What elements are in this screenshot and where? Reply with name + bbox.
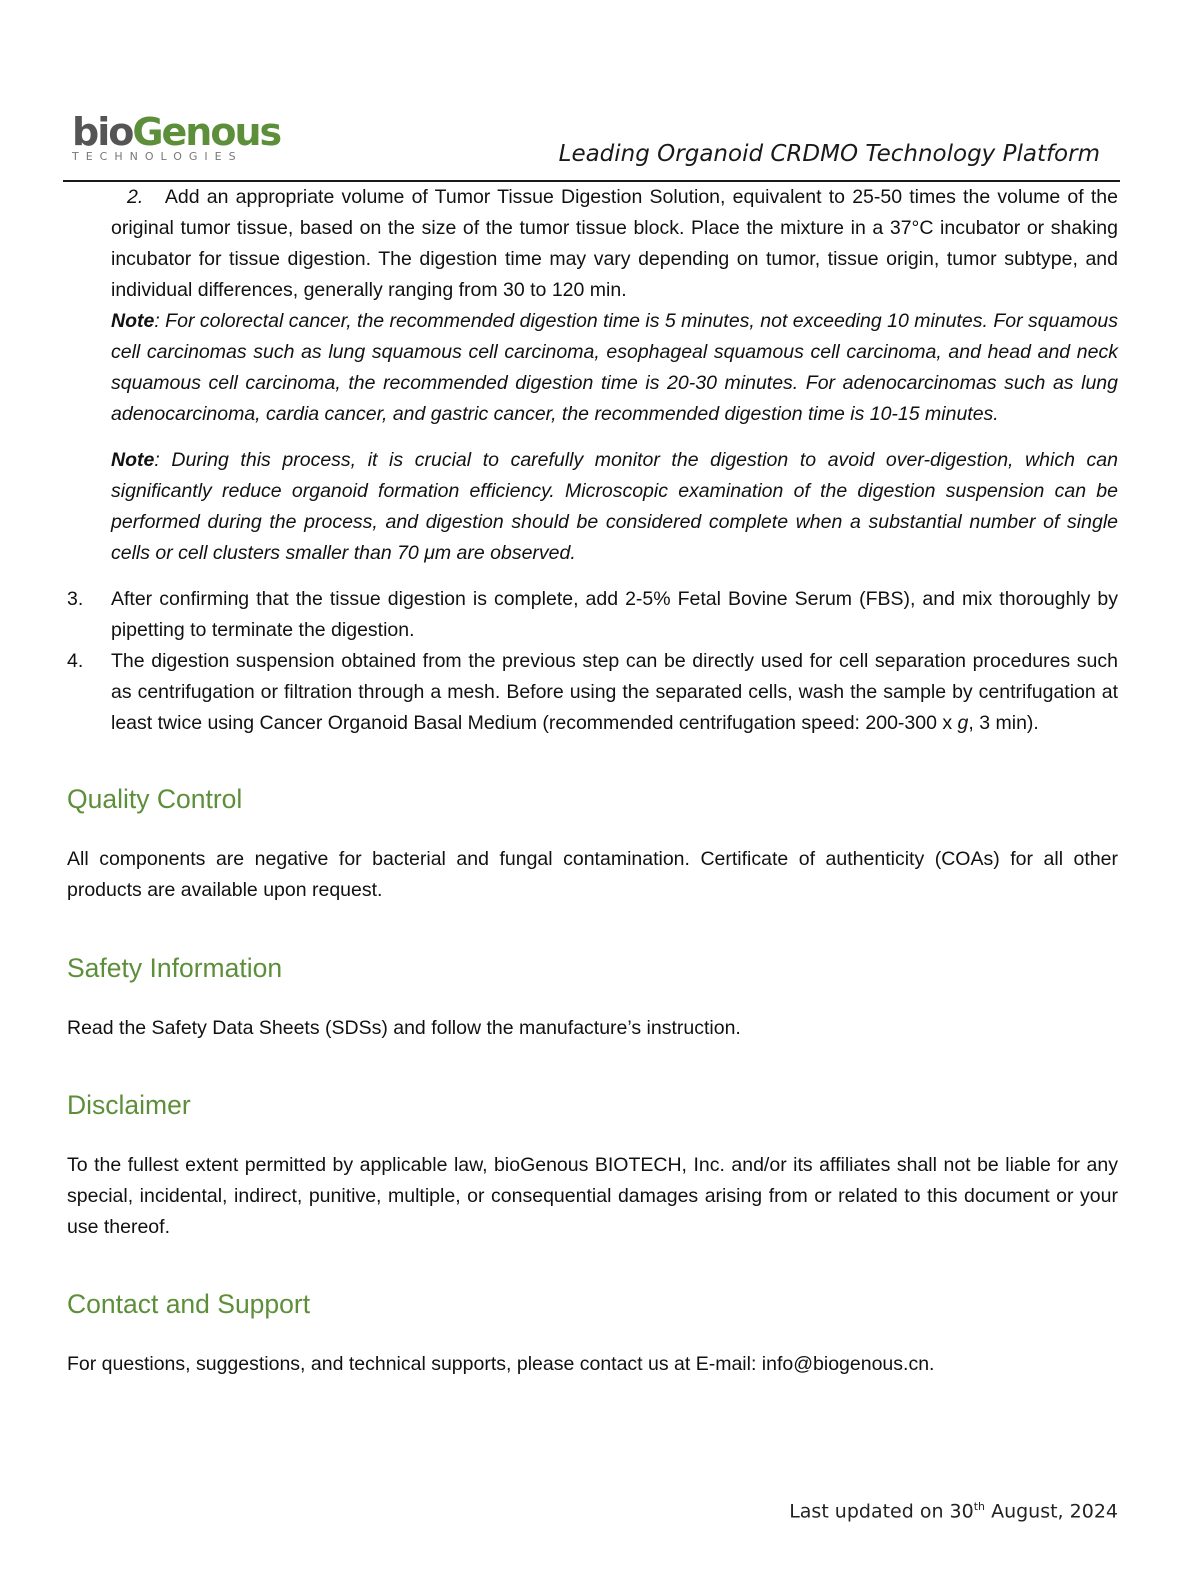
heading-disclaimer: Disclaimer (67, 1090, 191, 1120)
note-monitor-digestion (111, 445, 1118, 569)
disclaimer-text: To the fullest extent permitted by applicable law, bioGenous BIOTECH, Inc. and/or its affiliates shall not be liable for any special, incidental, indirect, punitive, multiple, or consequential damages arising from or related to this document or your use thereof. (67, 1154, 1118, 1238)
logo-subtitle: TECHNOLOGIES (72, 150, 243, 163)
step-3-text: After confirming that the tissue digestion is complete, add 2-5% Fetal Bovine Serum (FBS), and mix thoroughly by pipetting to terminate the digestion. (111, 588, 1118, 641)
logo-genous: Genous (132, 110, 281, 154)
note-text: : For colorectal cancer, the recommended digestion time is 5 minutes, not exceeding 10 minutes. For squamous cell carcinomas such as lung squamous cell carcinoma, esophageal squamous cell carcinoma, and head and neck squamous cell carcinoma, the recommended digestion time is 20-30 minutes. For adenocarcinomas such as lung adenocarcinoma, cardia cancer, and gastric cancer, the recommended digestion time is 10-15 minutes. (111, 310, 1118, 425)
step-4-text-main: The digestion suspension obtained from the previous step can be directly used for cell separation procedures such as centrifugation or filtration through a mesh. Before using the separated cells, wash the sample by centrifugation at least twice using Cancer Organoid Basal Medium (recommended centrifugation speed: 200-300 x (111, 650, 1118, 734)
logo-wordmark (72, 112, 280, 152)
header-tagline: Leading Organoid CRDMO Technology Platform (558, 141, 1100, 167)
step-4-text-end: , 3 min). (968, 712, 1039, 734)
step-3 (67, 584, 1118, 646)
step-2-number: 2. (127, 186, 144, 208)
note-text: : During this process, it is crucial to carefully monitor the digestion to avoid over-digestion, which can significantly reduce organoid formation efficiency. Microscopic examination of the digestion suspension can be performed during the process, and digestion should be considered complete when a substantial number of single cells or cell clusters smaller than 70 μm are observed. (111, 449, 1118, 564)
step-4-number: 4. (67, 650, 84, 672)
step-4-g-symbol: g (957, 712, 969, 734)
heading-contact-support: Contact and Support (67, 1289, 311, 1319)
safety-information-text: Read the Safety Data Sheets (SDSs) and follow the manufacture’s instruction. (67, 1017, 741, 1039)
logo-bio: bio (72, 110, 133, 154)
last-updated-prefix: Last updated on 30 (789, 1500, 974, 1523)
last-updated-suffix-th: th (973, 1500, 986, 1513)
document-body (67, 182, 1118, 1380)
note-digestion-times (111, 306, 1118, 430)
last-updated (789, 1500, 1118, 1522)
step-2-text: Add an appropriate volume of Tumor Tissue Digestion Solution, equivalent to 25-50 times the volume of the original tumor tissue, based on the size of the tumor tissue block. Place the mixture in a 37°C incubator or shaking incubator for tissue digestion. The digestion time may vary depending on tumor, tissue origin, tumor subtype, and individual differences, generally ranging from 30 to 120 min. (111, 186, 1118, 301)
company-logo (72, 112, 280, 163)
step-4-text (111, 646, 1118, 739)
step-3-number: 3. (67, 588, 84, 610)
heading-quality-control: Quality Control (67, 784, 243, 814)
note-label: Note (111, 310, 155, 332)
last-updated-date: August, 2024 (985, 1500, 1118, 1523)
quality-control-text: All components are negative for bacterial and fungal contamination. Certificate of authenticity (COAs) for all other products are available upon request. (67, 848, 1118, 901)
heading-safety-information: Safety Information (67, 953, 283, 983)
step-2 (111, 182, 1118, 306)
note-label: Note (111, 449, 155, 471)
contact-support-text: For questions, suggestions, and technical supports, please contact us at E-mail: info@biogenous.cn. (67, 1353, 935, 1375)
step-4 (67, 646, 1118, 739)
